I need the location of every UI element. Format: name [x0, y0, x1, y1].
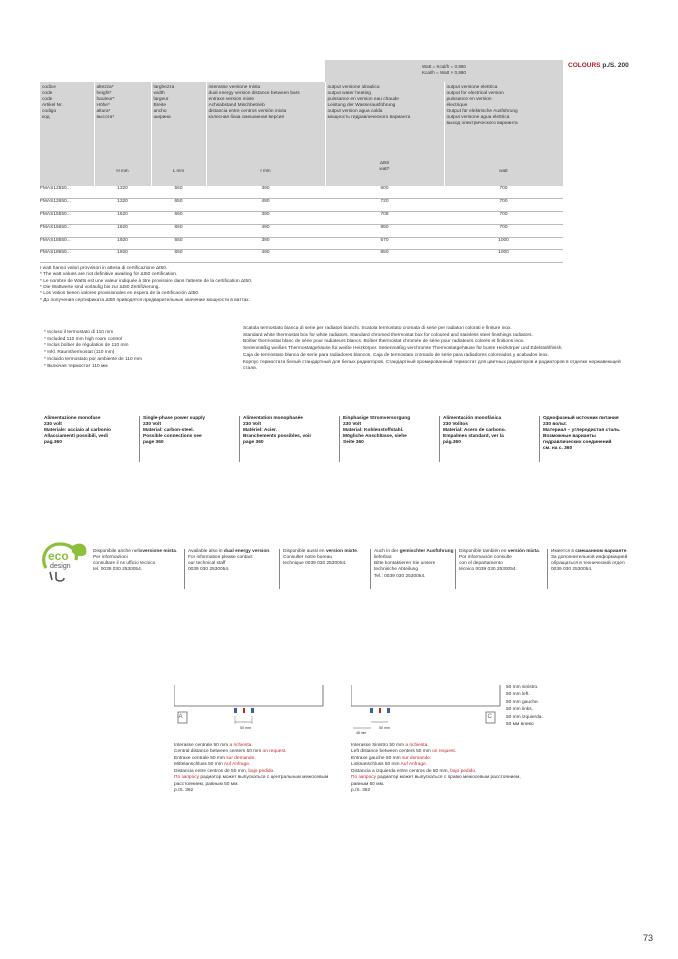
table-cell-code: FMAS15550... — [40, 212, 94, 225]
header-label-line: distancia entre centros versión mixta — [208, 108, 287, 114]
eco-line: За дополнительной информацией — [551, 555, 628, 561]
table-cell-l: 650 — [151, 224, 206, 237]
colours-label: COLOURS — [568, 62, 601, 69]
caption-highlight: По запросу — [174, 775, 200, 781]
side-label: 50 мм влево — [506, 722, 534, 728]
supply-line: см. на с. 360 — [543, 445, 573, 451]
table-cell-h: 1920 — [94, 250, 151, 263]
table-row — [40, 250, 563, 263]
caption-highlight: a richiesta — [405, 743, 428, 748]
table-cell-water: 720 — [325, 199, 444, 212]
conversion-line-2: Kcal/h = Watt × 0,860 — [421, 69, 466, 75]
eco-pre: Имеется в — [551, 549, 576, 554]
supply-line: Materiale: acciaio al carbonio — [44, 427, 111, 433]
thermostat-list-item: * Included 110 mm high room control — [44, 336, 123, 342]
diagram-c-dim: 50 mm — [379, 725, 390, 730]
caption-text: Distancia a izquierda entre centros de 50 mm, — [351, 768, 451, 774]
supply-line: pag.360 — [44, 439, 62, 445]
supply-line: page 360 — [143, 439, 164, 445]
eco-column — [279, 549, 369, 589]
eco-bold: смешанном варианте — [575, 549, 627, 554]
header-label-line: électrique — [446, 102, 468, 108]
eco-line: technique 0039 030 2530054. — [283, 561, 347, 567]
table-cell-i: 390 — [206, 212, 325, 225]
eco-bold: gemischter Ausführung — [399, 549, 454, 554]
table-cell-electric: 700 — [444, 186, 563, 199]
thermostat-included-list — [44, 330, 234, 370]
note-line: I watt hanno valori provvisori in attesa di certificazione Δt50. — [40, 266, 168, 271]
caption-highlight: sur demande — [401, 755, 430, 761]
caption-highlight: Auf Anfrage — [223, 762, 249, 768]
table-cell-water: 850 — [325, 224, 444, 237]
caption-text: Mittelanschluss 50 mm — [174, 762, 224, 768]
eco-bold: versione mista — [142, 549, 176, 554]
eco-pre: Available also in — [188, 549, 224, 554]
header-label-line: codigo — [42, 108, 57, 114]
caption-text: p./S. 362 — [174, 788, 194, 794]
caption-highlight: bajo pedido — [450, 768, 475, 774]
supply-line: Alimentazione monofase — [44, 416, 101, 421]
supply-line: Возможные варианты — [543, 433, 596, 439]
unit-width: L mm — [172, 168, 185, 173]
page-number: 73 — [643, 933, 654, 943]
caption-text: . — [254, 755, 256, 761]
eco-line: 0039 030 2530054. — [551, 567, 593, 573]
eco-line: обращаться в технический отдел — [551, 561, 625, 567]
caption-highlight: По запросу — [351, 775, 377, 781]
eco-post: . — [269, 549, 271, 554]
caption-text: Entraxe centrale 50 mm — [174, 755, 227, 761]
thermostat-text-line: Standard white thermostat box for white radiators. Standard chromed thermostat box for coloured and stainless steel finishings radiators. — [243, 332, 533, 338]
supply-line: 230 volt — [44, 421, 62, 427]
thermostat-text-line: Корпус термостата белый стандартный для белых радиаторов. Стандартный хромированный термостат для цветных радиаторов и радиаторов в отделке нержавеющей стали. — [243, 359, 621, 372]
header-label-line: entraxe version mixte — [208, 96, 255, 102]
supply-line: Einphasige Stromversorgung — [343, 416, 411, 421]
eco-line: For information please contact — [188, 555, 253, 561]
eco-line: technische Abteilung — [374, 567, 419, 573]
supply-column — [339, 416, 434, 462]
table-row — [40, 199, 563, 212]
table-cell-water: 708 — [325, 212, 444, 225]
table-cell-electric: 700 — [444, 224, 563, 237]
table-cell-electric: 700 — [444, 199, 563, 212]
table-cell-i: 390 — [206, 237, 325, 250]
eco-line: 0039 030 2530054. — [188, 567, 230, 573]
supply-line: Allacciamenti possibili, vedi — [44, 433, 108, 439]
header-label-line: output versione idraulica — [327, 85, 380, 90]
supply-line: 230 Volt — [343, 421, 362, 427]
caption-text: Entraxe gauche 50 mm — [351, 755, 402, 761]
caption-highlight: a richiesta — [229, 743, 252, 748]
unit-height: H mm — [116, 168, 129, 173]
caption-text: . — [475, 768, 477, 774]
table-row — [40, 224, 563, 237]
note-line: * Le nombre de Watts est une valeur indiquée à titre provisoire dans l'attente de la certification Δt50. — [40, 278, 253, 284]
leaf-icon — [72, 544, 86, 557]
caption-text: Distancia entre centros de 50 mm, — [174, 768, 249, 774]
table-cell-i: 490 — [206, 224, 325, 237]
diagram-a-dim: 50 mm — [240, 725, 251, 730]
diagram-c-side-labels — [506, 684, 576, 729]
table-cell-l: 550 — [151, 237, 206, 250]
supply-column — [439, 416, 534, 462]
eco-pre: Auch in der — [374, 549, 400, 554]
table-cell-water: 600 — [325, 186, 444, 199]
table-cell-h: 1620 — [94, 212, 151, 225]
caption-highlight: on request — [432, 749, 455, 755]
supply-line: Material: carbon-steel. — [143, 427, 194, 433]
supply-line: pág.360 — [443, 439, 461, 445]
caption-highlight: bajo pedido — [248, 768, 274, 774]
eco-post: . — [175, 549, 178, 554]
table-cell-code: FMAS18650... — [40, 250, 94, 263]
header-label-line: largeur — [153, 96, 169, 102]
header-label-line: code — [42, 96, 53, 102]
supply-line: гидравлических соединений — [543, 439, 612, 445]
unit-water: watt* — [379, 166, 390, 171]
unit-water-dt: Δt50 — [379, 160, 390, 165]
supply-line: Alimentación monofásica — [443, 416, 502, 421]
table-cell-l: 550 — [151, 212, 206, 225]
header-label-line: мощность гидравлического варианта — [327, 114, 411, 120]
header-label-line: output version agua calda — [327, 108, 383, 114]
header-label-line: output versione elettrica — [446, 85, 498, 90]
diagram-c-dim-small: 48 mm — [356, 731, 367, 735]
table-cell-electric: 700 — [444, 212, 563, 225]
supply-line: Seite 360 — [343, 439, 364, 445]
caption-line — [174, 788, 344, 794]
note-line: * Die Wattwerte sind vorläufig bis zur Δt50 Zertifizierung. — [40, 284, 160, 290]
table-cell-h: 1920 — [94, 237, 151, 250]
caption-text: радиатор может выпускаться с центральным межосевым расстоянием, равным 50 мм. — [174, 775, 329, 787]
caption-text: . — [425, 762, 428, 768]
side-label: 50 mm links. — [506, 707, 533, 713]
eco-line: Por información consulte — [459, 555, 512, 561]
thermostat-text-line: Scatola termostato bianca di serie per radiatori bianchi. Scatola termostato cromata di serie per radiatori colorati e finiture inox. — [243, 326, 512, 331]
header-label-line: puissance en version — [446, 96, 492, 102]
supply-line: Empalmes standard, ver la — [443, 433, 504, 439]
thermostat-list-item: * Inkl. Raumthermostat (110 mm) — [44, 350, 115, 356]
eco-bold: versión mixta — [507, 549, 539, 554]
side-label: 50 mm gauche. — [506, 699, 540, 705]
thermostat-list-item: * Incluido termostato por ambiente de 110 mm — [44, 356, 143, 362]
eco-line: Consulter notre bureau — [283, 555, 333, 561]
header-label-line: Leistung der Wasserausführung — [327, 102, 396, 108]
table-cell-i: 390 — [206, 186, 325, 199]
thermostat-text-line: Serienmäßig weißes Thermostatgehäuse für weiße Heizkörper. Serienmäßig verchromte Thermostatgehäuse für bunte Heizkörper und Edelstahlfinish. — [243, 346, 563, 352]
supply-column — [139, 416, 234, 462]
eco-line: Tel.: 0039 030 2530054. — [374, 573, 426, 579]
thermostat-box-text — [243, 326, 628, 373]
note-line: * Los Vatios tienen valores provisionales en espera de la certificación Δt50. — [40, 291, 200, 297]
caption-text: . — [285, 749, 287, 755]
supply-line: 230 вольт. — [543, 421, 567, 427]
supply-line: Branchements possibles, voir — [243, 433, 312, 439]
unit-centres: I mm — [260, 168, 271, 173]
eco-logo-text: eco — [48, 549, 69, 563]
caption-text: Central distance between centers 50 mm — [174, 749, 263, 755]
supply-line: 230 Volt — [243, 421, 262, 427]
caption-line — [351, 775, 521, 788]
header-label-line: puissance en version eau chaude — [327, 96, 399, 102]
table-row — [40, 186, 563, 199]
eco-post: . — [626, 549, 628, 554]
caption-text: p./S. 362 — [351, 788, 371, 794]
header-label-line: altezza* — [96, 85, 114, 90]
table-cell-l: 650 — [151, 199, 206, 212]
eco-column — [370, 549, 460, 589]
header-label-line: altura* — [96, 108, 111, 114]
table-cell-electric: 1000 — [444, 237, 563, 250]
caption-text: Interasse centrale 50 mm — [174, 743, 230, 748]
eco-column — [184, 549, 274, 589]
side-label: 50 mm sinistro. — [506, 685, 539, 690]
diagram-a — [174, 684, 324, 744]
table-cell-water: 570 — [325, 237, 444, 250]
supply-line: Mögliche Anschlüsse, siehe — [343, 433, 407, 439]
diagram-c-caption — [351, 743, 521, 795]
header-label-line: code — [42, 90, 53, 96]
eco-bold: version mixte — [325, 549, 357, 554]
header-label-line: Achsabstand Mischbetrieb — [208, 102, 265, 108]
header-label-line: ancho — [153, 108, 167, 114]
caption-line — [351, 788, 521, 794]
supply-column — [44, 416, 139, 446]
thermostat-text-line: Boîtier thermostat blanc de série pour radiateurs blancs. Boîtier thermostat chromée de série pour radiateurs colorés et finitions inox. — [243, 339, 525, 345]
eco-pre: Disponibile anche nella — [93, 549, 143, 554]
colours-link[interactable] — [568, 62, 629, 70]
header-label-line: Output für elektrische Ausführung — [446, 108, 518, 114]
caption-highlight: sur demande — [226, 755, 255, 761]
table-cell-code: FMAS18550... — [40, 237, 94, 250]
plug-icon — [50, 572, 64, 581]
eco-design-logo — [38, 538, 90, 584]
supply-line: Однофазный источник питания — [543, 416, 619, 421]
eco-column — [547, 549, 637, 589]
caption-text: . — [273, 768, 275, 774]
table-cell-h: 1320 — [94, 186, 151, 199]
table-cell-h: 1620 — [94, 224, 151, 237]
header-label-line: height* — [96, 90, 112, 96]
header-label-line: larghezza — [153, 85, 175, 90]
supply-line: page 360 — [243, 439, 264, 445]
table-cell-i: 490 — [206, 199, 325, 212]
caption-text: . — [251, 743, 253, 748]
header-label-line: output versione agua elettrica — [446, 114, 510, 120]
table-cell-code: FMAS12650... — [40, 199, 94, 212]
watt-notes — [40, 266, 340, 304]
caption-text: Interasse Sinistro 50 mm — [351, 743, 406, 748]
thermostat-list-item: * Inclus boîtier de régulation de 110 mm — [44, 343, 129, 349]
header-label-line: Breite — [153, 102, 167, 108]
eco-logo-subtext: design — [50, 563, 71, 570]
eco-pre: Disponible también en — [459, 549, 508, 554]
caption-text: Left distance between centers 50 mm — [351, 749, 433, 755]
header-label-line: output water heating — [327, 90, 371, 96]
header-label-line: колесная база смешанная версия — [208, 114, 285, 120]
caption-line — [174, 775, 344, 788]
caption-text: . — [454, 749, 457, 755]
header-label-line: output for electrical version — [446, 90, 504, 96]
diagram-c — [351, 684, 501, 744]
header-label-line: codice — [42, 85, 56, 90]
supply-line: Material: Kohlenstoffstahl. — [343, 427, 404, 433]
eco-column — [455, 549, 545, 589]
table-cell-h: 1320 — [94, 199, 151, 212]
caption-text: . — [429, 755, 432, 761]
eco-line: con el departamento — [459, 561, 503, 567]
header-label-line: interasse versione mista — [208, 85, 261, 90]
table-row — [40, 212, 563, 225]
supply-line: Single-phase power supply — [143, 416, 206, 421]
supply-column — [539, 416, 634, 462]
supply-line: Material: Acero de carbono. — [443, 427, 506, 433]
eco-first-line — [374, 549, 460, 561]
eco-post: lieferbar. — [374, 555, 393, 561]
eco-line: our technical staff — [188, 561, 226, 567]
eco-line: consultare il ns ufficio tecnico — [93, 561, 156, 567]
conversion-line-1: Watt = Kcal/h = 0,860 — [421, 64, 466, 69]
header-label-line: width — [153, 90, 165, 96]
header-label-line: код — [42, 114, 50, 120]
header-label-line: Artikel Nr. — [42, 102, 63, 108]
side-label: 50 mm left. — [506, 692, 530, 698]
caption-text: радиатор может выпускаться с правю межосевым расстоянием, равным 50 мм. — [351, 775, 521, 787]
eco-column — [90, 549, 180, 574]
supply-line: 230 Volitos — [443, 421, 468, 427]
watt-conversion-box — [325, 60, 563, 82]
supply-line: Alimentation monophasée — [243, 416, 303, 421]
side-label: 50 mm izquierda. — [506, 714, 543, 720]
table-cell-water: 850 — [325, 250, 444, 263]
header-label-line: выход электрического варианта — [446, 120, 518, 126]
supply-line: Possible connections see — [143, 433, 202, 439]
unit-electric: watt — [499, 168, 508, 173]
table-cell-l: 550 — [151, 186, 206, 199]
caption-text: . — [248, 762, 251, 768]
table-cell-code: FMAS15650... — [40, 224, 94, 237]
eco-line: Bitte kontaktieren Sie unsere — [374, 561, 436, 567]
eco-line: técnico 0039 030 2530054. — [459, 567, 517, 573]
header-code — [40, 82, 94, 186]
eco-pre: Disponible aussi en — [283, 549, 326, 554]
thermostat-list-item: * Включая термостат 110 мм — [44, 363, 108, 369]
note-line: * The watt values are not definitive awaiting for Δt50 certification. — [40, 272, 178, 278]
header-label-line: dual energy version distance between bars — [208, 90, 300, 96]
colours-ref: p./S. 200 — [602, 62, 629, 69]
thermostat-text-line: Caja de termostato blanca de serie para radiadores blancos. Caja de termostato cromado de serie para radiadores coloreados y acabados inox. — [243, 352, 549, 358]
supply-line: Matériel: Acier. — [243, 427, 277, 433]
header-label-line: hauteur* — [96, 96, 115, 102]
diagram-c-letter: C — [487, 713, 492, 720]
diagram-a-caption — [174, 743, 344, 795]
eco-post: . — [356, 549, 359, 554]
eco-line: tel. 0039 030 2530054. — [93, 567, 143, 573]
table-cell-l: 650 — [151, 250, 206, 263]
caption-text: Linksanschluss 50 mm — [351, 762, 401, 768]
caption-highlight: Auf Anfrage — [400, 762, 426, 768]
supply-line: 230 Volt — [143, 421, 162, 427]
note-line: * До получения сертификата Δt50 приводятся предварительные значение мощности в ваттах. — [40, 297, 251, 303]
eco-post: . — [538, 549, 541, 554]
caption-highlight: on request — [262, 749, 286, 755]
table-row — [40, 237, 563, 250]
header-label-line: высота* — [96, 114, 115, 120]
table-cell-i: 490 — [206, 250, 325, 263]
supply-column — [239, 416, 334, 462]
caption-text: . — [427, 743, 429, 748]
header-label-line: Höhe* — [96, 102, 110, 108]
table-cell-electric: 1000 — [444, 250, 563, 263]
eco-bold: dual energy version — [223, 549, 270, 554]
thermostat-list-item: * Incluso il termostato di 110 mm — [44, 330, 114, 335]
header-label-line: ширина — [153, 114, 171, 120]
diagram-a-letter: A — [178, 713, 183, 720]
supply-line: Материал – углеродистая сталь. — [543, 427, 621, 433]
eco-line: Per informazioni — [93, 555, 128, 561]
table-cell-code: FMAS12550... — [40, 186, 94, 199]
